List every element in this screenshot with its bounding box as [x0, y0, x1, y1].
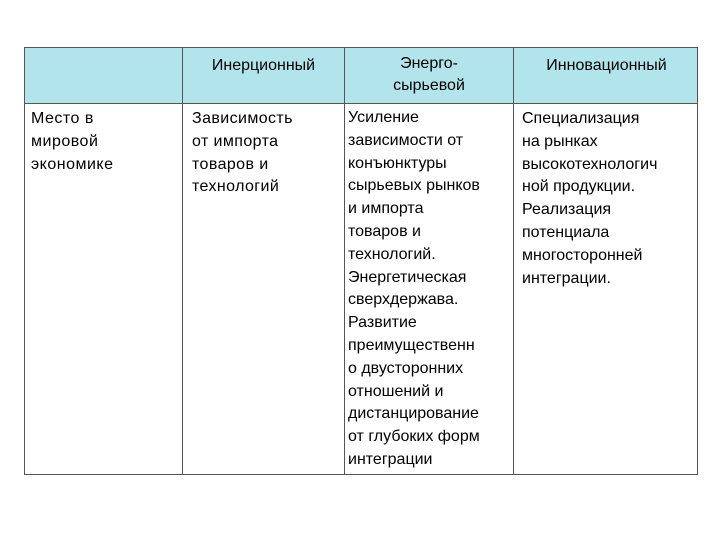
row-label-world-economy-place: Место в мировой экономике — [31, 110, 114, 173]
header-cell-inertial: Инерционный — [211, 57, 316, 74]
header-cell-innovative: Инновационный — [546, 57, 667, 74]
cell-inertial: Зависимость от импорта товаров и технологий — [192, 110, 293, 196]
cell-innovative: Специализация на рынках высокотехнологич ной продукции. Реализация потенциала многосторонней интеграции. — [522, 110, 658, 287]
column-divider — [344, 48, 345, 474]
header-cell-empty — [25, 48, 182, 103]
column-divider — [513, 48, 514, 474]
comparison-table — [24, 47, 698, 475]
table-row — [25, 104, 697, 474]
header-cell-energy-raw: Энерго- сырьевой — [393, 55, 465, 94]
column-divider — [182, 48, 183, 474]
table-header-row — [25, 48, 697, 104]
cell-energy-raw: Усиление зависимости от конъюнктуры сырьевых рынков и импорта товаров и технологий. Энергетическая сверхдержава. Развитие преимущественн о двусторонних отношений и дистанцирование от глубоких форм интеграции — [348, 109, 480, 468]
